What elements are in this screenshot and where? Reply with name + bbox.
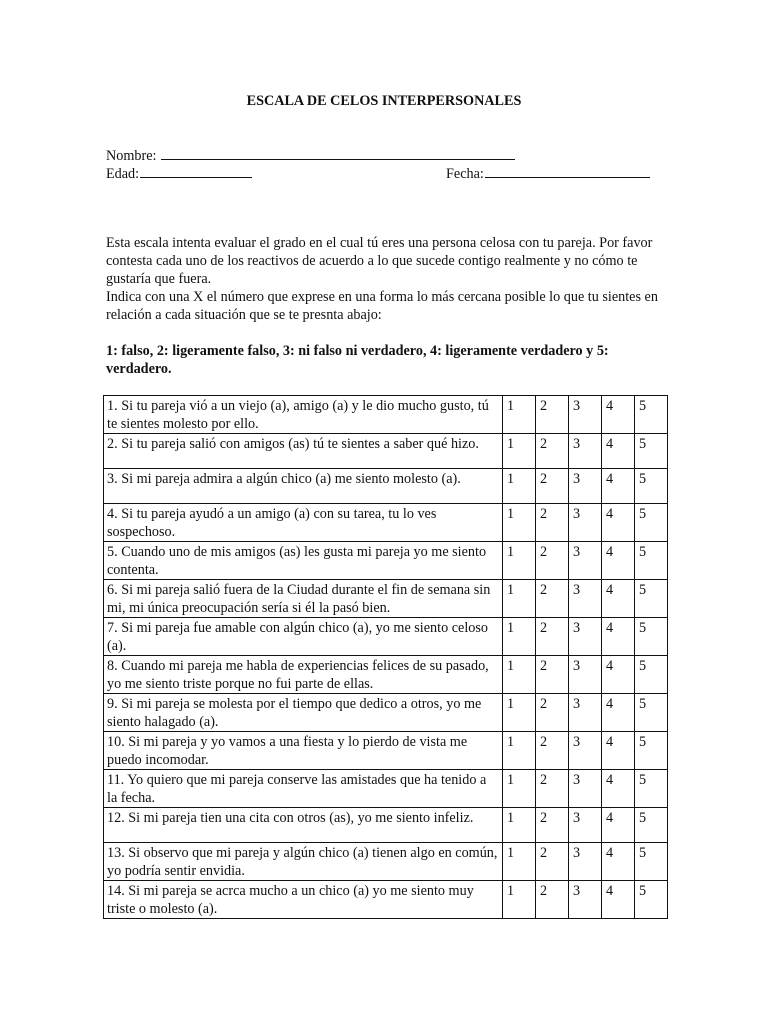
option-4-cell[interactable]: 4 [602,843,635,881]
item-text: 5. Cuando uno de mis amigos (as) les gusta mi pareja yo me siento contenta. [104,542,503,580]
option-3-cell[interactable]: 3 [569,396,602,434]
item-text: 11. Yo quiero que mi pareja conserve las amistades que ha tenido a la fecha. [104,770,503,808]
option-1-cell[interactable]: 1 [503,656,536,694]
table-row [104,469,668,504]
fecha-label: Fecha: [446,166,484,182]
option-2-cell[interactable]: 2 [536,504,569,542]
option-5-cell[interactable]: 5 [635,843,668,881]
edad-field [106,164,252,183]
option-2-cell[interactable]: 2 [536,770,569,808]
nombre-field [106,146,515,165]
option-3-cell[interactable]: 3 [569,732,602,770]
questionnaire-table [103,395,668,919]
item-text: 2. Si tu pareja salió con amigos (as) tú te sientes a saber qué hizo. [104,434,503,469]
fecha-field [446,164,650,183]
table-row [104,580,668,618]
item-text: 8. Cuando mi pareja me habla de experiencias felices de su pasado, yo me siento triste porque no fui parte de ellas. [104,656,503,694]
option-1-cell[interactable]: 1 [503,843,536,881]
option-4-cell[interactable]: 4 [602,396,635,434]
table-row [104,881,668,919]
option-1-cell[interactable]: 1 [503,504,536,542]
scale-legend: 1: falso, 2: ligeramente falso, 3: ni falso ni verdadero, 4: ligeramente verdadero y 5: verdadero. [106,343,609,377]
option-2-cell[interactable]: 2 [536,396,569,434]
table-row [104,396,668,434]
option-5-cell[interactable]: 5 [635,469,668,504]
option-2-cell[interactable]: 2 [536,618,569,656]
option-2-cell[interactable]: 2 [536,843,569,881]
option-5-cell[interactable]: 5 [635,542,668,580]
option-5-cell[interactable]: 5 [635,656,668,694]
instructions-paragraph-1: Esta escala intenta evaluar el grado en el cual tú eres una persona celosa con tu pareja. Por favor contesta cada uno de los reactivos de acuerdo a lo que sucede contigo realmente y no cómo te gustaría que fuera. [106,235,653,287]
option-1-cell[interactable]: 1 [503,808,536,843]
option-1-cell[interactable]: 1 [503,881,536,919]
option-4-cell[interactable]: 4 [602,732,635,770]
option-1-cell[interactable]: 1 [503,770,536,808]
option-3-cell[interactable]: 3 [569,770,602,808]
option-2-cell[interactable]: 2 [536,808,569,843]
table-row [104,808,668,843]
option-3-cell[interactable]: 3 [569,469,602,504]
option-3-cell[interactable]: 3 [569,694,602,732]
item-text: 7. Si mi pareja fue amable con algún chico (a), yo me siento celoso (a). [104,618,503,656]
option-3-cell[interactable]: 3 [569,618,602,656]
instructions-paragraph-2: Indica con una X el número que exprese en una forma lo más cercana posible lo que tu sientes en relación a cada situación que se te presnta abajo: [106,289,658,323]
questionnaire-body [104,396,668,919]
option-2-cell[interactable]: 2 [536,656,569,694]
option-4-cell[interactable]: 4 [602,618,635,656]
option-3-cell[interactable]: 3 [569,580,602,618]
option-5-cell[interactable]: 5 [635,504,668,542]
option-5-cell[interactable]: 5 [635,808,668,843]
option-4-cell[interactable]: 4 [602,469,635,504]
option-4-cell[interactable]: 4 [602,656,635,694]
nombre-blank[interactable] [161,146,515,160]
item-text: 1. Si tu pareja vió a un viejo (a), amigo (a) y le dio mucho gusto, tú te sientes molesto por ello. [104,396,503,434]
option-1-cell[interactable]: 1 [503,434,536,469]
option-2-cell[interactable]: 2 [536,732,569,770]
option-5-cell[interactable]: 5 [635,618,668,656]
option-5-cell[interactable]: 5 [635,732,668,770]
option-4-cell[interactable]: 4 [602,808,635,843]
option-4-cell[interactable]: 4 [602,542,635,580]
option-5-cell[interactable]: 5 [635,396,668,434]
option-5-cell[interactable]: 5 [635,694,668,732]
option-2-cell[interactable]: 2 [536,694,569,732]
option-4-cell[interactable]: 4 [602,770,635,808]
option-4-cell[interactable]: 4 [602,881,635,919]
option-1-cell[interactable]: 1 [503,396,536,434]
table-row [104,770,668,808]
option-2-cell[interactable]: 2 [536,469,569,504]
item-text: 13. Si observo que mi pareja y algún chico (a) tienen algo en común, yo podría sentir envidia. [104,843,503,881]
item-text: 6. Si mi pareja salió fuera de la Ciudad durante el fin de semana sin mi, mi única preocupación sería si él la pasó bien. [104,580,503,618]
option-4-cell[interactable]: 4 [602,580,635,618]
option-4-cell[interactable]: 4 [602,694,635,732]
table-row [104,732,668,770]
option-3-cell[interactable]: 3 [569,656,602,694]
option-2-cell[interactable]: 2 [536,580,569,618]
edad-blank[interactable] [140,164,252,178]
option-5-cell[interactable]: 5 [635,770,668,808]
document-title: ESCALA DE CELOS INTERPERSONALES [246,93,522,109]
option-3-cell[interactable]: 3 [569,808,602,843]
item-text: 10. Si mi pareja y yo vamos a una fiesta y lo pierdo de vista me puedo incomodar. [104,732,503,770]
option-1-cell[interactable]: 1 [503,694,536,732]
item-text: 3. Si mi pareja admira a algún chico (a) me siento molesto (a). [104,469,503,504]
fecha-blank[interactable] [485,164,650,178]
item-text: 12. Si mi pareja tien una cita con otros (as), yo me siento infeliz. [104,808,503,843]
table-row [104,542,668,580]
option-3-cell[interactable]: 3 [569,542,602,580]
table-row [104,618,668,656]
table-row [104,843,668,881]
option-1-cell[interactable]: 1 [503,542,536,580]
option-5-cell[interactable]: 5 [635,881,668,919]
option-3-cell[interactable]: 3 [569,843,602,881]
table-row [104,694,668,732]
item-text: 9. Si mi pareja se molesta por el tiempo que dedico a otros, yo me siento halagado (a). [104,694,503,732]
option-3-cell[interactable]: 3 [569,881,602,919]
item-text: 4. Si tu pareja ayudó a un amigo (a) con su tarea, tu lo ves sospechoso. [104,504,503,542]
option-4-cell[interactable]: 4 [602,504,635,542]
instructions [106,234,666,324]
option-5-cell[interactable]: 5 [635,434,668,469]
table-row [104,504,668,542]
option-4-cell[interactable]: 4 [602,434,635,469]
option-5-cell[interactable]: 5 [635,580,668,618]
option-1-cell[interactable]: 1 [503,618,536,656]
table-row [104,656,668,694]
option-3-cell[interactable]: 3 [569,434,602,469]
edad-label: Edad: [106,166,140,182]
option-1-cell[interactable]: 1 [503,732,536,770]
option-1-cell[interactable]: 1 [503,580,536,618]
option-2-cell[interactable]: 2 [536,542,569,580]
nombre-label: Nombre: [106,148,157,164]
table-row [104,434,668,469]
option-2-cell[interactable]: 2 [536,881,569,919]
option-3-cell[interactable]: 3 [569,504,602,542]
item-text: 14. Si mi pareja se acrca mucho a un chico (a) yo me siento muy triste o molesto (a). [104,881,503,919]
option-2-cell[interactable]: 2 [536,434,569,469]
option-1-cell[interactable]: 1 [503,469,536,504]
